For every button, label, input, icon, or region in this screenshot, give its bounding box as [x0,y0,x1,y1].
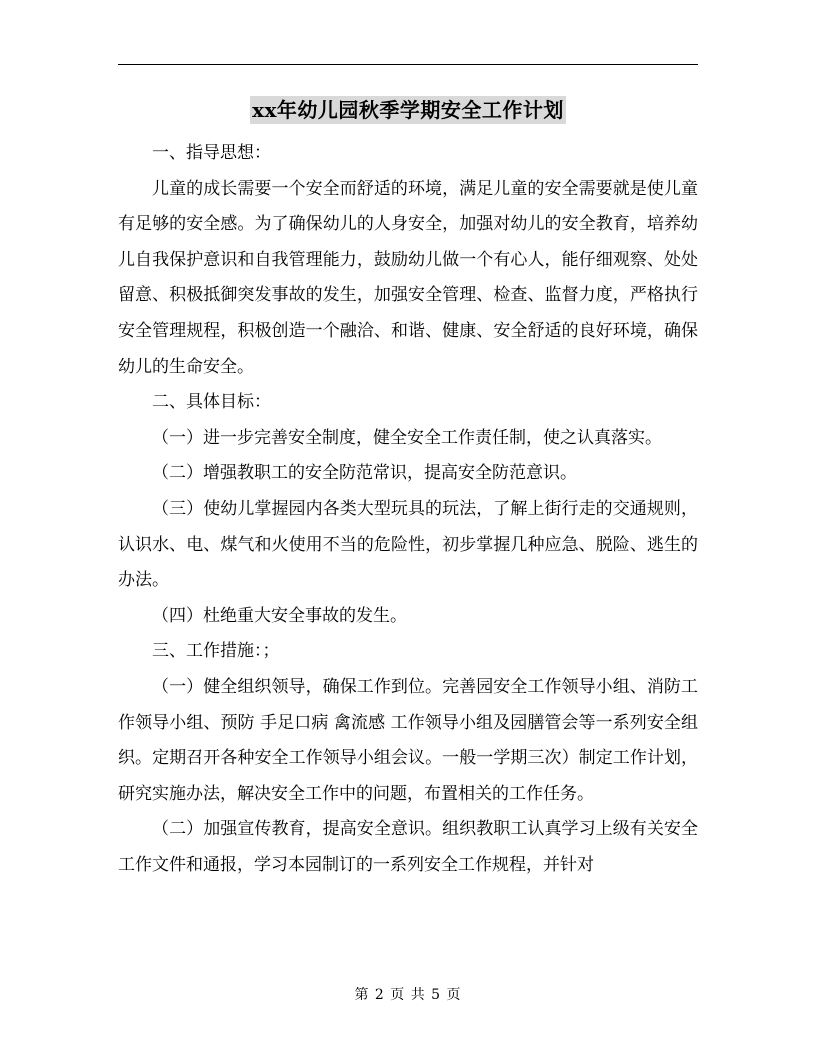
goal-item-1: （一）进一步完善安全制度，健全安全工作责任制，使之认真落实。 [152,427,662,448]
document-title: xx年幼儿园秋季学期安全工作计划 [252,98,564,122]
document-body [118,136,698,883]
paragraph-guiding-ideology: 儿童的成长需要一个安全而舒适的环境，满足儿童的安全需要就是使儿童有足够的安全感。为了确保幼儿的人身安全，加强对幼儿的安全教育，培养幼儿自我保护意识和自我管理能力，鼓励幼儿做一个有心人，能仔细观察、处处留意、积极抵御突发事故的发生，加强安全管理、检查、监督力度，严格执行安全管理规程，积极创造一个融洽、和谐、健康、安全舒适的良好环境，确保幼儿的生命安全。 [118,178,698,377]
section-heading-work-measures: 三、工作措施：； [152,641,280,662]
measure-item-1: （一）健全组织领导，确保工作到位。完善园安全工作领导小组、消防工作领导小组、预防 手足口病 禽流感 工作领导小组及园膳管会等一系列安全组织。定期召开各种安全工作领导小组会议。一般一学期三次）制定工作计划，研究实施办法，解决安全工作中的问题，布置相关的工作任务。 [118,676,698,804]
title-container [0,96,816,124]
goal-item-2: （二）增强教职工的安全防范常识，提高安全防范意识。 [152,463,577,484]
goal-item-3: （三）使幼儿掌握园内各类大型玩具的玩法，了解上街行走的交通规则，认识水、电、煤气和火使用不当的危险性，初步掌握几种应急、脱险、逃生的办法。 [118,498,698,591]
section-heading-specific-goals: 二、具体目标： [152,392,271,413]
section-heading-guiding-ideology: 一、指导思想： [152,143,271,163]
measure-item-2: （二）加强宣传教育，提高安全意识。组织教职工认真学习上级有关安全工作文件和通报，学习本园制订的一系列安全工作规程，并针对 [118,819,698,875]
goal-item-4: （四）杜绝重大安全事故的发生。 [152,605,407,626]
header-rule [118,64,698,65]
page-footer [0,985,816,1005]
page-indicator: 第 2 页 共 5 页 [354,987,462,1003]
